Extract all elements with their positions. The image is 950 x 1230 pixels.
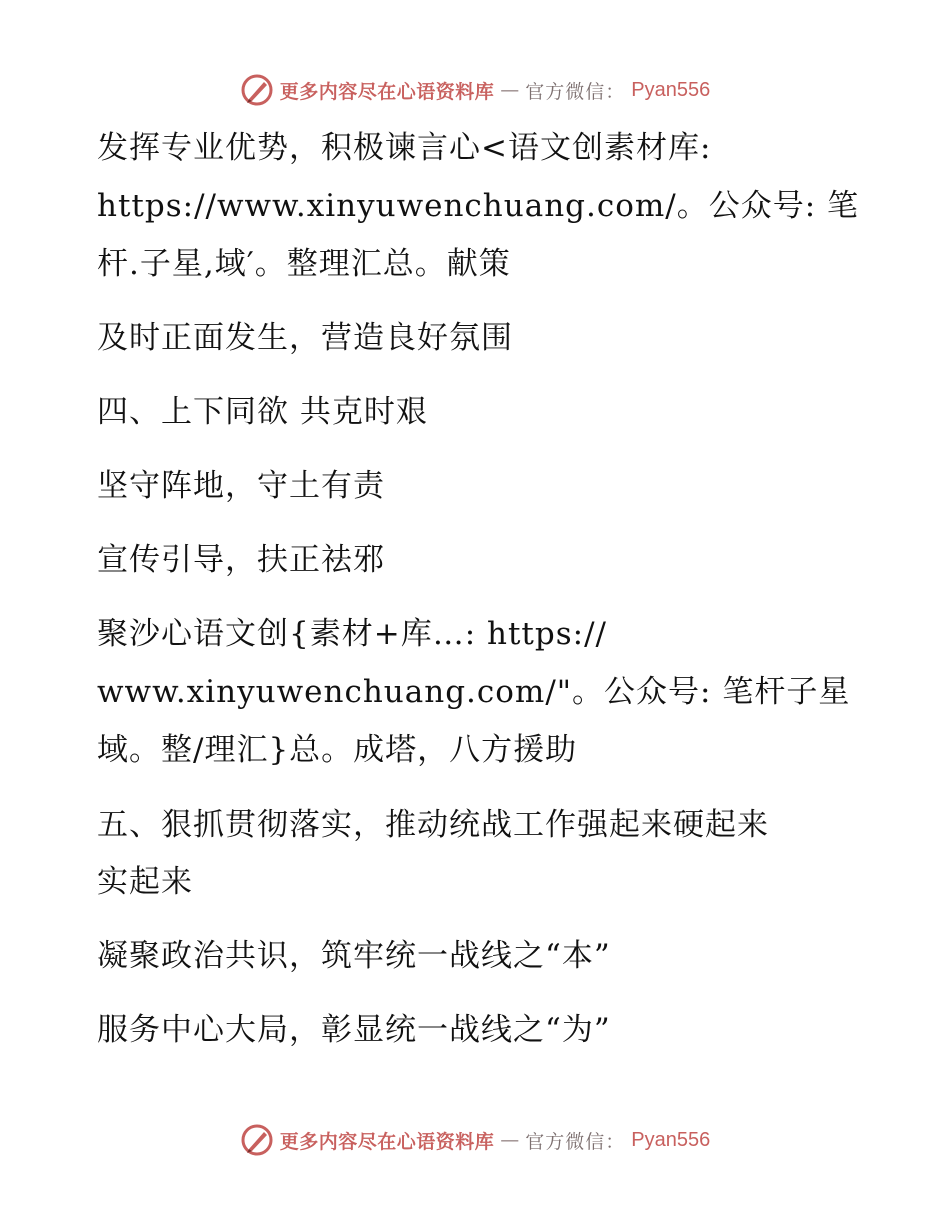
pen-logo-icon xyxy=(240,1123,274,1157)
wechat-label: 官方微信： xyxy=(525,1130,626,1153)
site-name: 更多内容尽在心语资料库 xyxy=(279,1130,495,1153)
text-line: 域。整/理汇}总。成塔，八方援助 xyxy=(97,732,578,768)
wechat-id: Pyan556 xyxy=(631,78,711,101)
section-heading: 四、上下同欲 共克时艰 xyxy=(97,394,428,430)
text-line: 服务中心大局，彰显统一战线之“为” xyxy=(97,1012,611,1048)
text-line: 坚守阵地，守土有责 xyxy=(97,468,385,504)
text-line: https://www.xinyuwenchuang.com/。公众号: 笔 xyxy=(97,188,860,224)
footer-banner xyxy=(0,1120,950,1160)
text-line: 杆.子星,域′。整理汇总。献策 xyxy=(97,246,511,282)
wechat-label: 官方微信： xyxy=(525,80,626,103)
text-line: 凝聚政治共识，筑牢统一战线之“本” xyxy=(97,938,611,974)
site-name: 更多内容尽在心语资料库 xyxy=(279,80,495,103)
text-line: 聚沙心语文创{素材+库…: https:// xyxy=(97,616,607,652)
text-line: 及时正面发生，营造良好氛围 xyxy=(97,320,513,356)
section-heading: 五、狠抓贯彻落实，推动统战工作强起来硬起来 xyxy=(97,807,769,843)
text-line: 实起来 xyxy=(97,864,193,900)
text-line: 宣传引导，扶正祛邪 xyxy=(97,542,385,578)
pen-logo-icon xyxy=(240,73,274,107)
banner-separator: — xyxy=(500,1129,520,1151)
text-line: 发挥专业优势，积极谏言心<语文创素材库: xyxy=(97,130,712,166)
text-line: www.xinyuwenchuang.com/"。公众号: 笔杆子星 xyxy=(97,674,851,710)
wechat-id: Pyan556 xyxy=(631,1128,711,1151)
banner-separator: — xyxy=(500,79,520,101)
header-banner xyxy=(0,70,950,110)
